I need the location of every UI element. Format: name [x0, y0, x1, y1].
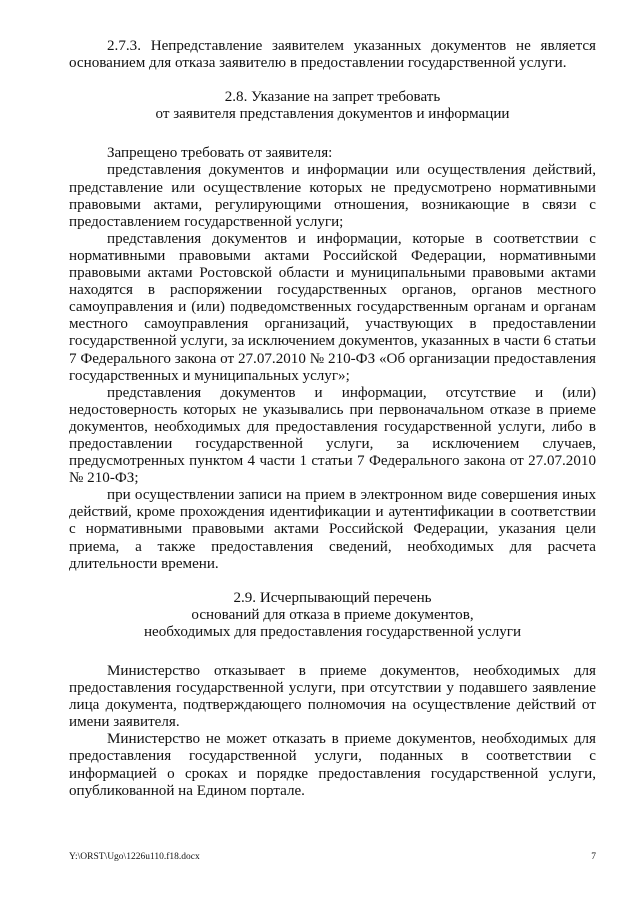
- page-footer: [69, 852, 596, 862]
- section-2-8-heading-line2: от заявителя представления документов и информации: [155, 106, 510, 123]
- paragraph-item-2: представления документов и информации, которые в соответствии с нормативными правовыми актами Российской Федерации, нормативными правовыми актами Ростовской области и муниципальными правовыми актами находятся в распоряжении государственных органов, органов местного самоуправления и (или) подведомственных государственным органам и органам местного самоуправления организаций, участвующих в предоставлении государственной услуги, за исключением документов, указанных в части 6 статьи 7 Федерального закона от 27.07.2010 № 210-ФЗ «Об организации предоставления государственных и муниципальных услуг»;: [69, 230, 597, 384]
- footer-file-path: Y:\ORST\Ugo\1226u110.f18.docx: [69, 852, 200, 862]
- paragraph-item-1: представления документов и информации или осуществления действий, представление или осуществление которых не предусмотрено нормативными правовыми актами, регулирующими отношения, возникающие в связи с предоставлением государственной услуги;: [69, 162, 596, 230]
- paragraph-item-4: при осуществлении записи на прием в электронном виде совершения иных действий, кроме прохождения идентификации и аутентификации в соответствии с нормативными правовыми актами Российской Федерации, указания цели приема, а также предоставления сведений, необходимых для расчета длительности времени.: [69, 487, 596, 572]
- paragraph-item-3: представления документов и информации, отсутствие и (или) недостоверность которых не указывались при первоначальном отказе в приеме документов, необходимых для предоставления государственной услуги, либо в предоставлении государственной услуги, за исключением случаев, предусмотренных пунктом 4 части 1 статьи 7 Федерального закона от 27.07.2010 № 210-ФЗ;: [69, 384, 596, 487]
- document-page: [69, 38, 596, 800]
- paragraph-2-7-3: 2.7.3. Непредставление заявителем указанных документов не является основанием для отказа заявителю в предоставлении государственной услуги.: [69, 38, 596, 72]
- paragraph-intro: Запрещено требовать от заявителя:: [107, 145, 333, 162]
- paragraph-ministry-refusal: Министерство отказывает в приеме документов, необходимых для предоставления государственной услуги, при отсутствии у подавшего заявление лица документа, подтверждающего полномочия на осуществление действий от имени заявителя.: [69, 663, 596, 731]
- page-number: 7: [591, 852, 596, 862]
- paragraph-ministry-cannot-refuse: Министерство не может отказать в приеме документов, необходимых для предоставления государственной услуги, поданных в соответствии с информацией о сроках и порядке предоставления государственной услуги, опубликованной на Едином портале.: [69, 731, 596, 799]
- section-2-9-heading-line1: 2.9. Исчерпывающий перечень: [233, 589, 432, 606]
- section-2-9-heading-line2: оснований для отказа в приеме документов,: [191, 606, 474, 623]
- section-2-8-heading-line1: 2.8. Указание на запрет требовать: [224, 89, 441, 106]
- section-2-9-heading-line3: необходимых для предоставления государственной услуги: [143, 623, 522, 640]
